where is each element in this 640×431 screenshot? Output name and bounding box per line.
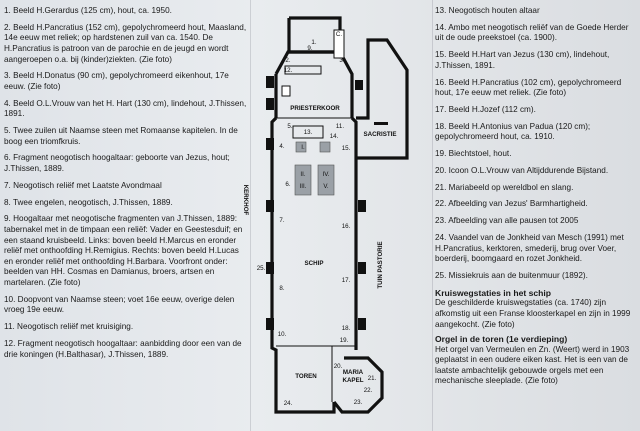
label-tuin-pastorie: TUIN PASTORIE (377, 241, 384, 289)
plan-station: III. (299, 183, 307, 190)
list-item: 11. Neogotisch reliëf met kruisiging. (4, 322, 134, 332)
label-sacristie: SACRISTIE (363, 131, 397, 138)
label-priesterkoor: PRIESTERKOOR (290, 105, 340, 112)
plan-number: 12. (283, 67, 293, 74)
orgel-text: Het orgel van Vermeulen en Zn. (Weert) werd in 1903 geplaatst in een oudere eiken kast. Het is een van de laatste ambachtelijk gebouwde orgels met een mechanische sleeplade. (Zie foto) (435, 344, 630, 386)
list-item: 17. Beeld H.Jozef (112 cm). (435, 104, 536, 114)
fold-line-right (432, 0, 433, 431)
list-item: 5. Twee zuilen uit Naamse steen met Romaanse kapitelen. In de boog een triomfkruis. (4, 126, 238, 146)
plan-number: 16. (341, 223, 351, 230)
right-column (435, 0, 638, 391)
plan-number: 17. (341, 277, 351, 284)
list-item: 19. Biechtstoel, hout. (435, 149, 512, 159)
list-item: 16. Beeld H.Pancratius (102 cm), gepolychromeerd hout, 17e eeuw met reliek. (Zie foto) (435, 77, 622, 98)
list-item: 24. Vaandel van de Jonkheid van Mesch (1991) met H.Pancratius, kerktoren, smederij, brug over Voer, boerderij, boomgaard en rozet Jonkheid. (435, 232, 624, 264)
kruisweg-heading: Kruiswegstaties in het schip (435, 287, 552, 298)
list-item: 20. Icoon O.L.Vrouw van Altijddurende Bijstand. (435, 165, 609, 175)
plan-number: 11. (335, 123, 345, 130)
label-toren: TOREN (295, 373, 317, 380)
plan-number: 6. (285, 181, 291, 188)
plan-station: V. (323, 183, 329, 190)
list-item: 9. Hoogaltaar met neogotische fragmenten van J.Thissen, 1889: tabernakel met in de timpaan een reliëf: Vader en Geestesduif; en een staand kruisbeeld. Links: boven beeld H.Marcus en eronder reliëf met onthoofding H.Remigius. Rechts: boven beeld H.Lucas en eronder reliëf met onthoofding H.Barbara. Voorfront onder: beelden van HH. Cosmas en Damianus, broers, artsen en martelaren. (Zie foto) (4, 214, 243, 287)
plan-c: C. (335, 31, 343, 38)
label-mariakapel-2: KAPEL (342, 377, 364, 384)
kruisweg-text: De geschilderde kruiswegstaties (ca. 1740) zijn afkomstig uit een Franse kloosterkapel en zijn in 1999 aangekocht. (Zie foto) (435, 298, 631, 329)
list-item: 4. Beeld O.L.Vrouw van het H. Hart (130 cm), lindehout, J.Thissen, 1891. (4, 98, 247, 119)
plan-number: 2. (285, 57, 291, 64)
plan-station: I. (301, 144, 305, 151)
plan-number: 14. (329, 133, 339, 140)
plan-walls (272, 18, 407, 412)
list-item: 22. Afbeelding van Jezus' Barmhartigheid. (435, 199, 588, 209)
plan-number: 7. (279, 217, 285, 224)
plan-number: 25. (256, 265, 266, 272)
list-item: 6. Fragment neogotisch hoogaltaar: geboorte van Jezus, hout; J.Thissen, 1889. (4, 153, 230, 174)
list-item: 25. Missiekruis aan de buitenmuur (1892). (435, 270, 588, 280)
list-item: 8. Twee engelen, neogotisch, J.Thissen, 1889. (4, 197, 173, 207)
church-floor-plan (222, 0, 432, 431)
list-item: 21. Mariabeeld op wereldbol en slang. (435, 182, 574, 192)
list-item: 18. Beeld H.Antonius van Padua (120 cm); gepolychromeerd hout, ca. 1910. (435, 121, 591, 142)
plan-number: 18. (341, 325, 351, 332)
plan-number: 9. (307, 45, 313, 52)
list-item: 15. Beeld H.Hart van Jezus (130 cm), lindehout, J.Thissen, 1891. (435, 50, 610, 70)
plan-number: 4. (279, 143, 285, 150)
label-kerkhof: KERKHOF (242, 184, 249, 216)
plan-number: 1. (311, 39, 317, 46)
plan-number: 10. (277, 331, 287, 338)
list-item: 23. Afbeelding van alle pausen tot 2005 (435, 216, 579, 226)
list-item: 2. Beeld H.Pancratius (152 cm), gepolychromeerd hout, Maasland, 14e eeuw met reliek; op hardstenen zuil van ca. 1540. De H.Pancratius is patroon van de parochie en de jeugd en wordt aangeroepen o.a. bij (kinder)ziekten. (Zie foto) (4, 22, 247, 64)
list-item: 12. Fragment neogotisch hoogaltaar: aanbidding door een van de drie koningen (H.Balthasar), J.Thissen, 1889. (4, 338, 242, 359)
list-item: 7. Neogotisch reliëf met Laatste Avondmaal (4, 180, 162, 190)
plan-number: 13. (303, 129, 313, 136)
list-item: 10. Doopvont van Naamse steen; voet 16e eeuw, overige delen vroeg 19e eeuw. (4, 294, 235, 315)
label-schip: SCHIP (304, 260, 324, 267)
plan-number: 23. (353, 399, 363, 406)
plan-number: 5. (287, 123, 293, 130)
plan-number: 3. (339, 57, 345, 64)
list-item: 13. Neogotisch houten altaar (435, 6, 540, 15)
list-item: 1. Beeld H.Gerardus (125 cm), hout, ca. 1950. (4, 6, 172, 15)
list-item: 14. Ambo met neogotisch reliëf van de Goede Herder uit de oude preekstoel (ca. 1900). (435, 22, 629, 43)
plan-number: 21. (367, 375, 377, 382)
plan-station: IV. (322, 171, 330, 178)
left-column (4, 0, 250, 366)
plan-station: II. (300, 171, 306, 178)
plan-number: 22. (363, 387, 373, 394)
plan-number: 20. (333, 363, 343, 370)
orgel-heading: Orgel in de toren (1e verdieping) (435, 334, 568, 345)
plan-number: 8. (279, 285, 285, 292)
plan-number: 15. (341, 145, 351, 152)
plan-number: 19. (339, 337, 349, 344)
plan-number: 24. (283, 400, 293, 407)
label-mariakapel-1: MARIA (342, 369, 364, 376)
list-item: 3. Beeld H.Donatus (90 cm), gepolychromeerd eikenhout, 17e eeuw. (Zie foto) (4, 71, 229, 91)
